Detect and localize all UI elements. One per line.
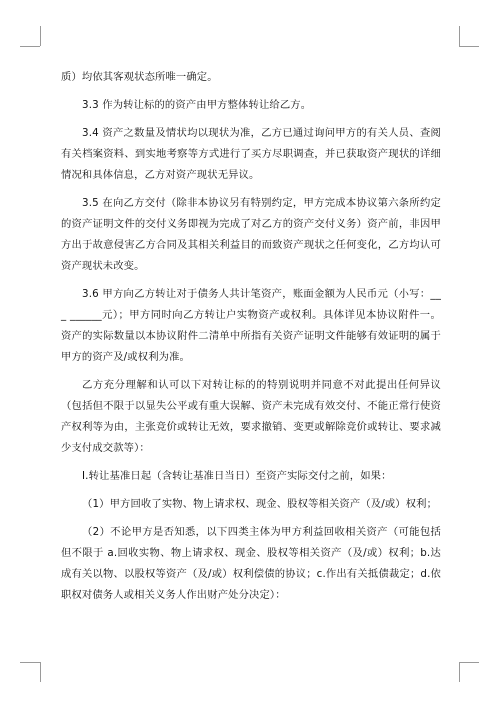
document-body bbox=[61, 67, 441, 606]
crop-mark-top-left bbox=[20, 46, 40, 47]
crop-mark-top-left bbox=[40, 26, 41, 46]
paragraph-clause-3-3: 3.3 作为转让标的的资产由甲方整体转让给乙方。 bbox=[82, 99, 312, 111]
crop-mark-bottom-right bbox=[459, 662, 460, 682]
paragraph-clause-3-6: 3.6 甲方向乙方转让对于债务人共计笔资产，账面金额为人民币元（小写：___ ______元）；甲方同时向乙方转让户实物资产或权利。具体详见本协议附件一。资产的实际数量以本协议附件二清单中所指有关资产证明文件能够有效证明的属于甲方的资产及/或权利为准。 bbox=[61, 288, 441, 363]
paragraph-item-i: Ⅰ.转让基准日起（含转让基准日当日）至资产实际交付之前，如果： bbox=[82, 470, 392, 482]
paragraph-subitem-2: （2）不论甲方是否知悉，以下四类主体为甲方利益回收相关资产（可能包括但不限于 a.回收实物、物上请求权、现金、股权等相关资产（及/或）权利；b.达成有关以物、以股权等资产（及/或）权利偿债的协议；c.作出有关抵债裁定；d.依职权对债务人或相关义务人作出财产处分决定）： bbox=[61, 526, 441, 601]
paragraph-special-statement: 乙方充分理解和认可以下对转让标的的特别说明并同意不对此提出任何异议（包括但不限于以显失公平或有重大误解、资产未完成有效交付、不能正常行使资产权利等为由，主张竞价或转让无效，要求撤销、变更或解除竞价或转让、要求减少支付成交款等）： bbox=[61, 379, 441, 454]
paragraph-clause-3-5: 3.5 在向乙方交付（除非本协议另有特别约定，甲方完成本协议第六条所约定的资产证明文件的交付义务即视为完成了对乙方的资产交付义务）资产前，非因甲方出于故意侵害乙方合同及其相关利益目的而致资产现状之任何变化，乙方均认可资产现状未改变。 bbox=[61, 197, 441, 272]
crop-mark-bottom-right bbox=[459, 662, 479, 663]
paragraph-clause-3-4: 3.4 资产之数量及情状均以现状为准，乙方已通过询问甲方的有关人员、查阅有关档案资料、到实地考察等方式进行了买方尽职调查，并已获取资产现状的详细情况和具体信息，乙方对资产现状无异议。 bbox=[61, 127, 441, 181]
crop-mark-bottom-left bbox=[20, 662, 40, 663]
paragraph-subitem-1: （1）甲方回收了实物、物上请求权、现金、股权等相关资产（及/或）权利； bbox=[82, 498, 438, 510]
crop-mark-top-right bbox=[459, 26, 460, 46]
paragraph-continuation: 质）均依其客观状态所唯一确定。 bbox=[61, 71, 218, 83]
crop-mark-bottom-left bbox=[40, 662, 41, 682]
crop-mark-top-right bbox=[459, 46, 479, 47]
